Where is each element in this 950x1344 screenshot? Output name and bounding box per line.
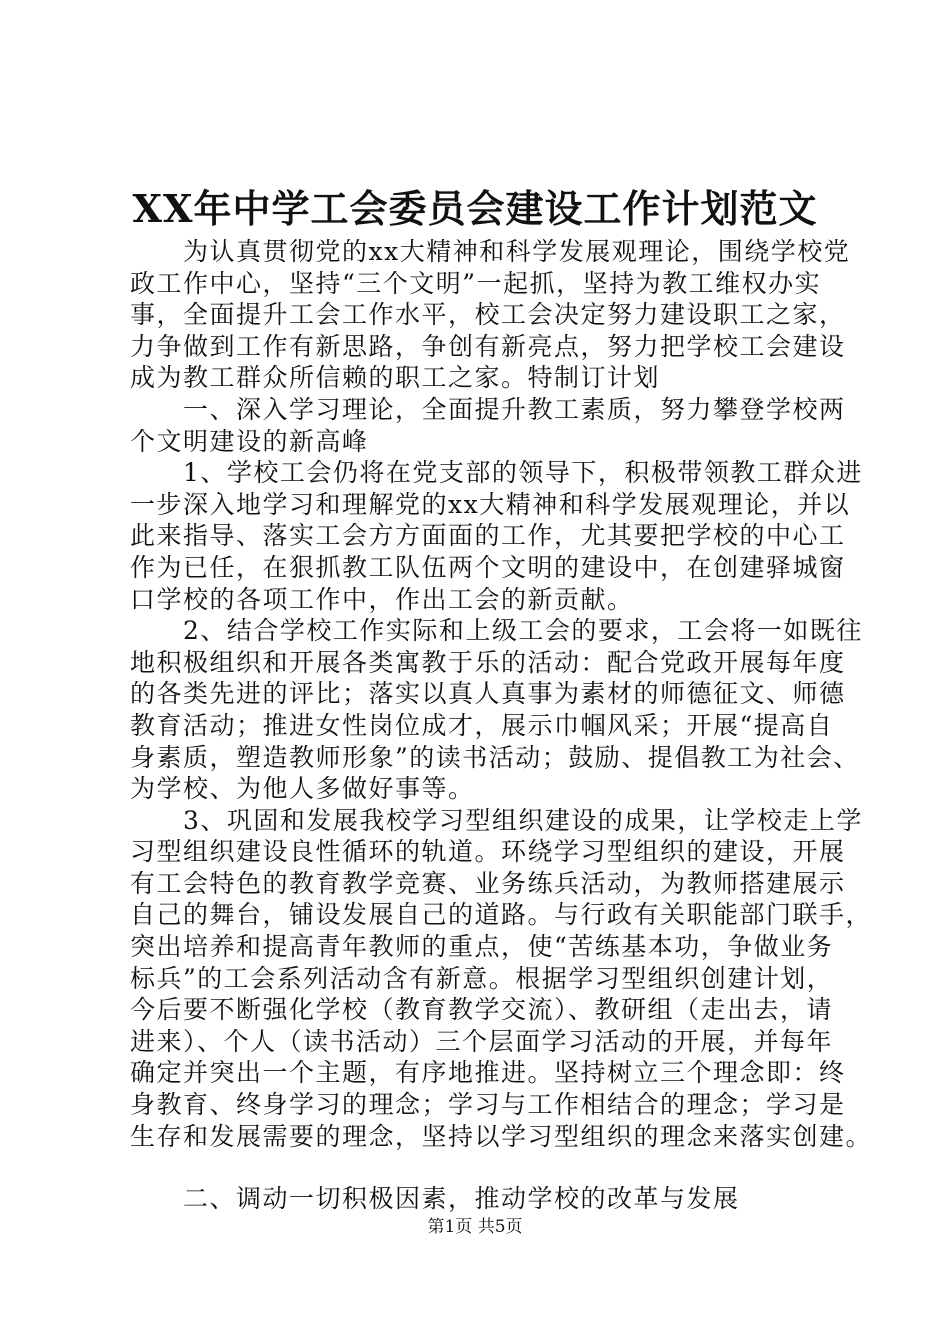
text-line: 3、巩固和发展我校学习型组织建设的成果，让学校走上学 — [130, 805, 863, 835]
text-line: 习型组织建设良性循环的轨道。环绕学习型组织的建设，开展 — [130, 837, 846, 867]
text-line: 今后要不断强化学校（教育教学交流）、教研组（走出去，请 — [130, 995, 834, 1025]
text-line: 2、结合学校工作实际和上级工会的要求，工会将一如既往 — [130, 616, 863, 646]
text-line: 政工作中心，坚持“三个文明”一起抓，坚持为教工维权办实 — [130, 268, 822, 298]
text-line: 一步深入地学习和理解党的xx大精神和科学发展观理论，并以 — [130, 489, 851, 519]
text-line: 此来指导、落实工会方方面面的工作，尤其要把学校的中心工 — [130, 521, 846, 551]
paragraph-gap — [130, 1152, 830, 1183]
text-line: 事，全面提升工会工作水平，校工会决定努力建设职工之家， — [130, 300, 846, 330]
text-line: 力争做到工作有新思路，争创有新亮点，努力把学校工会建设 — [130, 331, 846, 361]
document-body — [130, 236, 873, 1215]
text-line: 有工会特色的教育教学竞赛、业务练兵活动，为教师搭建展示 — [130, 868, 846, 898]
section-heading-1-cont: 个文明建设的新高峰 — [130, 426, 369, 456]
text-line: 突出培养和提高青年教师的重点，使“苦练基本功，争做业务 — [130, 932, 834, 962]
text-line: 地积极组织和开展各类寓教于乐的活动：配合党政开展每年度 — [130, 647, 846, 677]
section-heading-2: 二、调动一切积极因素，推动学校的改革与发展 — [130, 1184, 740, 1214]
document-title: XX年中学工会委员会建设工作计划范文 — [132, 186, 818, 231]
text-line: 标兵”的工会系列活动含有新意。根据学习型组织创建计划， — [130, 963, 834, 993]
text-line: 进来）、个人（读书活动）三个层面学习活动的开展，并每年 — [130, 1026, 834, 1056]
text-line: 身教育、终身学习的理念；学习与工作相结合的理念；学习是 — [130, 1090, 846, 1120]
text-line: 1、学校工会仍将在党支部的领导下，积极带领教工群众进 — [130, 458, 863, 488]
text-line: 为认真贯彻党的xx大精神和科学发展观理论，围绕学校党 — [130, 237, 851, 266]
page-footer: 第1页 共5页 — [427, 1217, 523, 1237]
section-heading-1: 一、深入学习理论，全面提升教工素质，努力攀登学校两 — [130, 394, 846, 424]
text-line: 教育活动；推进女性岗位成才，展示巾帼风采；开展“提高自 — [130, 710, 834, 740]
text-line: 成为教工群众所信赖的职工之家。特制订计划 — [130, 363, 661, 393]
text-line: 为学校、为他人多做好事等。 — [130, 774, 475, 804]
text-line: 生存和发展需要的理念，坚持以学习型组织的理念来落实创建。 — [130, 1121, 873, 1151]
text-line: 确定并突出一个主题，有序地推进。坚持树立三个理念即：终 — [130, 1058, 846, 1088]
text-line: 作为已任，在狠抓教工队伍两个文明的建设中，在创建驿城窗 — [130, 552, 846, 582]
text-line: 口学校的各项工作中，作出工会的新贡献。 — [130, 584, 634, 614]
text-line: 自己的舞台，铺设发展自己的道路。与行政有关职能部门联手， — [130, 900, 873, 930]
text-line: 身素质，塑造教师形象”的读书活动；鼓励、提倡教工为社会、 — [130, 742, 860, 772]
text-line: 的各类先进的评比；落实以真人真事为素材的师德征文、师德 — [130, 679, 846, 709]
